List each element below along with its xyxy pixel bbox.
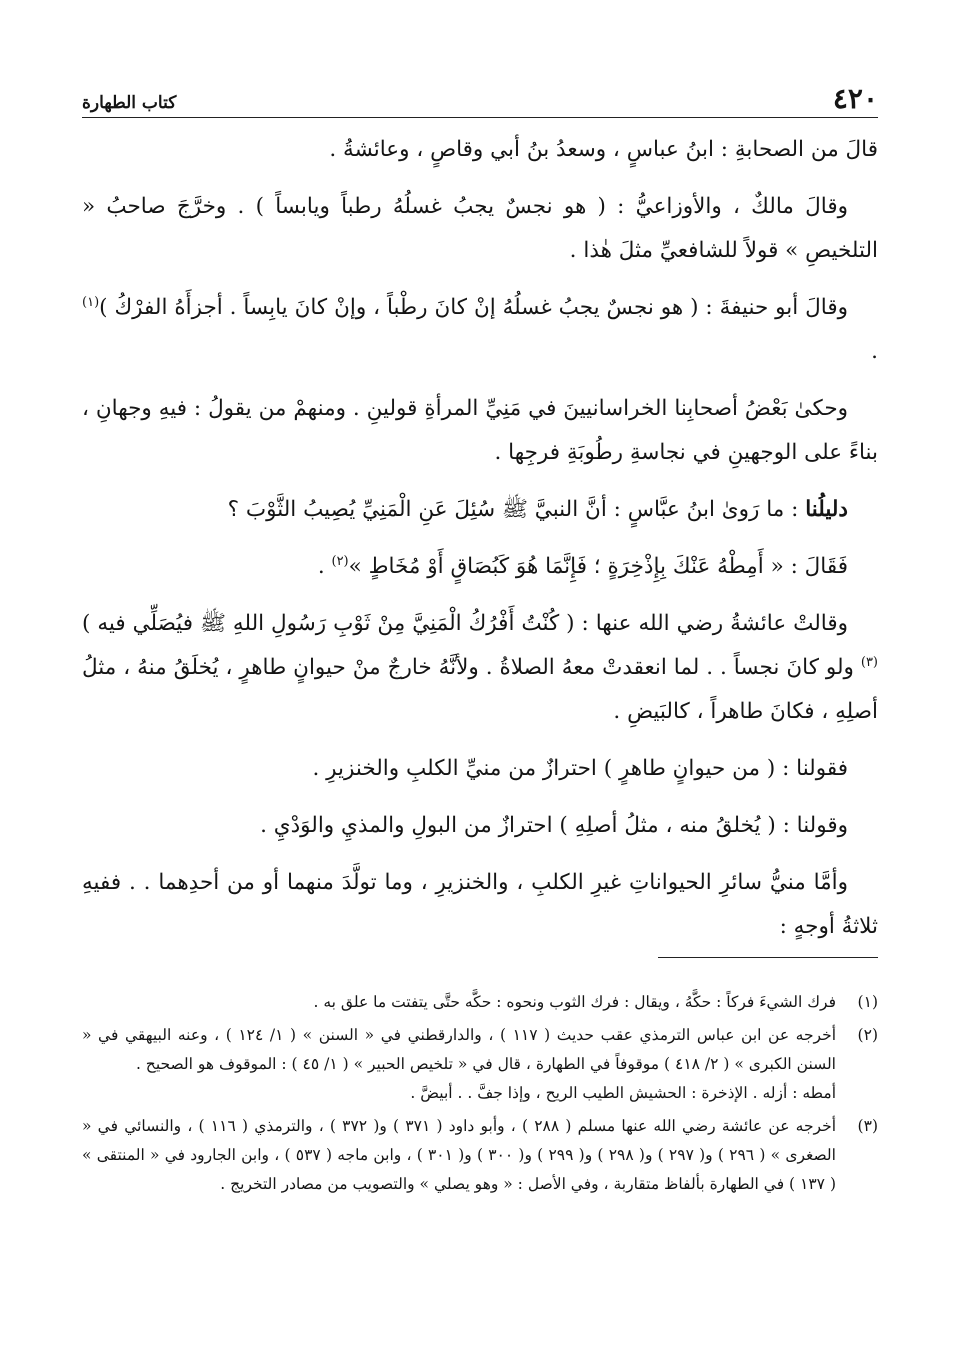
footnote-ref-2: (٢): [331, 553, 349, 569]
footnote-number: (١): [857, 993, 878, 1011]
paragraph-8: فقولنا : ( من حيوانٍ طاهرٍ ) احترازٌ من منيِّ الكلبِ والخنزيرِ .: [312, 756, 848, 781]
paragraph-7-text: وقالتْ عائشةُ رضي الله عنها : ( كُنْتُ أَفْرُكُ الْمَنِيَّ مِنْ ثَوْبِ رَسُولِ اللهِ ﷺ فيُصَلِّي فيه ): [82, 611, 848, 636]
footnote-number: (٢): [857, 1026, 878, 1044]
footnote-line: فرك الشيءَ فركاً : حكَّهُ ، ويقال : فرك الثوب ونحوه : حكَّه حتَّى يتفتت ما علق به .: [313, 993, 836, 1011]
paragraph-3-text: وقالَ أبو حنيفةَ : ( هو نجسٌ يجبُ غسلُهُ إنْ كانَ رطْباً ، وإنْ كانَ يابِساً . أجزأَهُ الفرْكُ ): [99, 295, 848, 320]
footnotes: [82, 988, 878, 1203]
page-number: ٤٢٠: [832, 82, 878, 115]
footnote-text: [82, 1112, 836, 1199]
footnote-ref-1: (١): [82, 294, 100, 310]
book-title: كتاب الطهارة: [82, 93, 177, 113]
footnote-number: (٣): [857, 1117, 878, 1135]
footnote-2: [82, 1021, 878, 1108]
paragraph-6-end: .: [317, 554, 332, 579]
paragraph-9: وقولنا : ( يُخلقُ منه ، مثلُ أصلِهِ ) احترازٌ من البولِ والمذيِ والوَدْيِ .: [260, 813, 848, 838]
footnote-line: أخرجه عن عائشة رضي الله عنها مسلم ( ٢٨٨ ) ، وأبو داود ( ٣٧١ ) و( ٣٧٢ ) ، والترمذي ( ١١٦ ) ، والنسائي في « الصغرى » ( ٢٩٦ ) و( ٢٩٧ ) و( ٢٩٨ ) و( ٢٩٩ ) و( ٣٠٠ ) و( ٣٠١ ) ، وابن ماجه ( ٥٣٧ ) ، وابن الجارود في « المنتقى » ( ١٣٧ ) في الطهارة بألفاظ متقاربة ، وفي الأصل : « وهو يصلي » والتصويب من مصادر التخريج .: [82, 1117, 836, 1193]
paragraph-2: وقالَ مالكٌ ، والأوزاعيُّ : ( هو نجسٌ يجبُ غسلُهُ رطباً ويابساً ) . وخرَّجَ صاحبُ « التلخيصِ » قولاً للشافعيِّ مثلَ هٰذا .: [82, 194, 878, 263]
paragraph-3: [82, 286, 878, 374]
footnote-line: أخرجه عن ابن عباس الترمذي عقب حديث ( ١١٧ ) ، والدارقطني في « السنن » ( ١/ ١٢٤ ) ، وعنه البيهقي في « السنن الكبرى » ( ٢/ ٤١٨ ) موقوفاً في الطهارة ، قال في « تلخيص الحبير » ( ١/ ٤٥ ) : الموقوف هو الصحيح .: [82, 1026, 836, 1073]
paragraph-7-end: ولو كانَ نجساً . . لما انعقدتْ معهُ الصلاةُ . ولأنَّهُ خارجٌ منْ حيوانٍ طاهرٍ ، يُخلَقُ منهُ ، مثلُ أصلِهِ ، فكانَ طاهراً ، كالبَيضِ .: [82, 655, 878, 724]
footnote-text: [82, 988, 836, 1017]
page-header: [82, 84, 878, 118]
paragraph-5: [82, 488, 878, 532]
footnote-text: [82, 1021, 836, 1108]
footnote-line: أمطه : أزله . الإذخرة : الحشيش الطيب الريح ، وإذا جفَّ . . أبيضَّ .: [410, 1084, 836, 1102]
main-text: [82, 128, 878, 962]
paragraph-4: وحكىٰ بَعْضُ أصحابِنا الخراسانيينَ في مَنِيِّ المرأةِ قولينِ . ومنهمْ من يقولُ : فيهِ وجهانِ ، بناءً على الوجهينِ في نجاسةِ رطُوبَةِ فرجِها .: [82, 396, 878, 465]
footnote-3: [82, 1112, 878, 1199]
paragraph-1: قالَ من الصحابةِ : ابنُ عباسٍ ، وسعدُ بنُ أبي وقاصٍ ، وعائشةُ .: [329, 137, 878, 162]
paragraph-3-end: .: [871, 339, 878, 364]
footnote-ref-3: (٣): [860, 654, 878, 670]
paragraph-6-text: فَقَالَ : « أَمِطْهُ عَنْكَ بِإِذْخِرَةٍ ؛ فَإِنَّمَا هُوَ كَبُصَاقٍ أَوْ مُخَاطٍ »: [348, 554, 848, 579]
paragraph-7: [82, 602, 878, 734]
paragraph-6: [82, 545, 878, 589]
paragraph-5-text: : ما رَوىٰ ابنُ عبَّاسٍ : أنَّ النبيَّ ﷺ سُئِلَ عَنِ الْمَنِيِّ يُصِيبُ الثَّوْبَ ؟: [227, 497, 806, 522]
footnote-divider: [658, 957, 878, 958]
footnote-1: [82, 988, 878, 1017]
evidence-heading: دليلُنا: [805, 497, 848, 522]
paragraph-10: وأمَّا منيُّ سائرِ الحيواناتِ غيرِ الكلبِ ، والخنزيرِ ، وما تولَّدَ منهما أو من أحدِهما . . ففيهِ ثلاثةُ أوجهٍ :: [82, 870, 878, 939]
